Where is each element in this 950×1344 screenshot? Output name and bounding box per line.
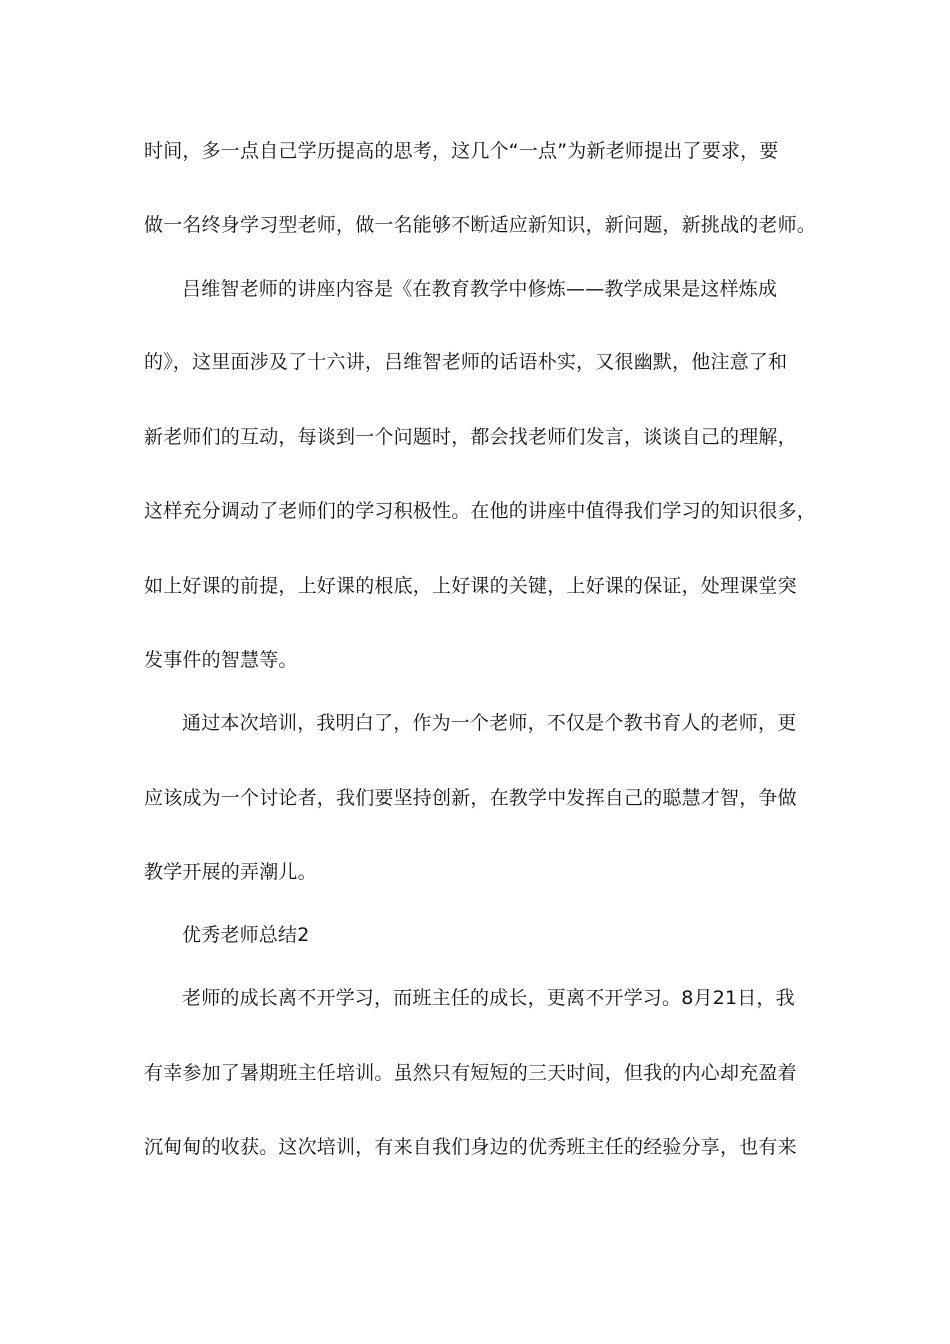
text-line: 教学开展的弄潮儿。 [144, 861, 317, 883]
paragraph-first-line: 吕维智老师的讲座内容是《在教育教学中修炼——教学成果是这样炼成 [182, 278, 778, 300]
paragraph-first-line: 老师的成长离不开学习，而班主任的成长，更离不开学习。8月21日，我 [182, 987, 795, 1009]
text-line: 的》，这里面涉及了十六讲，吕维智老师的话语朴实，又很幽默，他注意了和 [144, 351, 788, 373]
text-line: 如上好课的前提，上好课的根底，上好课的关键，上好课的保证，处理课堂突 [144, 575, 797, 597]
text-line: 新老师们的互动，每谈到一个问题时，都会找老师们发言，谈谈自己的理解， [144, 426, 797, 448]
text-line: 这样充分调动了老师们的学习积极性。在他的讲座中值得我们学习的知识很多， [144, 500, 817, 522]
text-line: 发事件的智慧等。 [144, 649, 298, 671]
section-heading: 优秀老师总结2 [182, 924, 310, 946]
text-line: 应该成为一个讨论者，我们要坚持创新，在教学中发挥自己的聪慧才智，争做 [144, 787, 797, 809]
text-line: 时间，多一点自己学历提高的思考，这几个“一点”为新老师提出了要求，要 [144, 140, 779, 162]
text-line: 沉甸甸的收获。这次培训，有来自我们身边的优秀班主任的经验分享，也有来 [144, 1136, 797, 1158]
paragraph-first-line: 通过本次培训，我明白了，作为一个老师，不仅是个教书育人的老师，更 [182, 712, 797, 734]
text-line: 做一名终身学习型老师，做一名能够不断适应新知识，新问题，新挑战的老师。 [144, 214, 817, 236]
text-line: 有幸参加了暑期班主任培训。虽然只有短短的三天时间，但我的内心却充盈着 [144, 1062, 797, 1084]
